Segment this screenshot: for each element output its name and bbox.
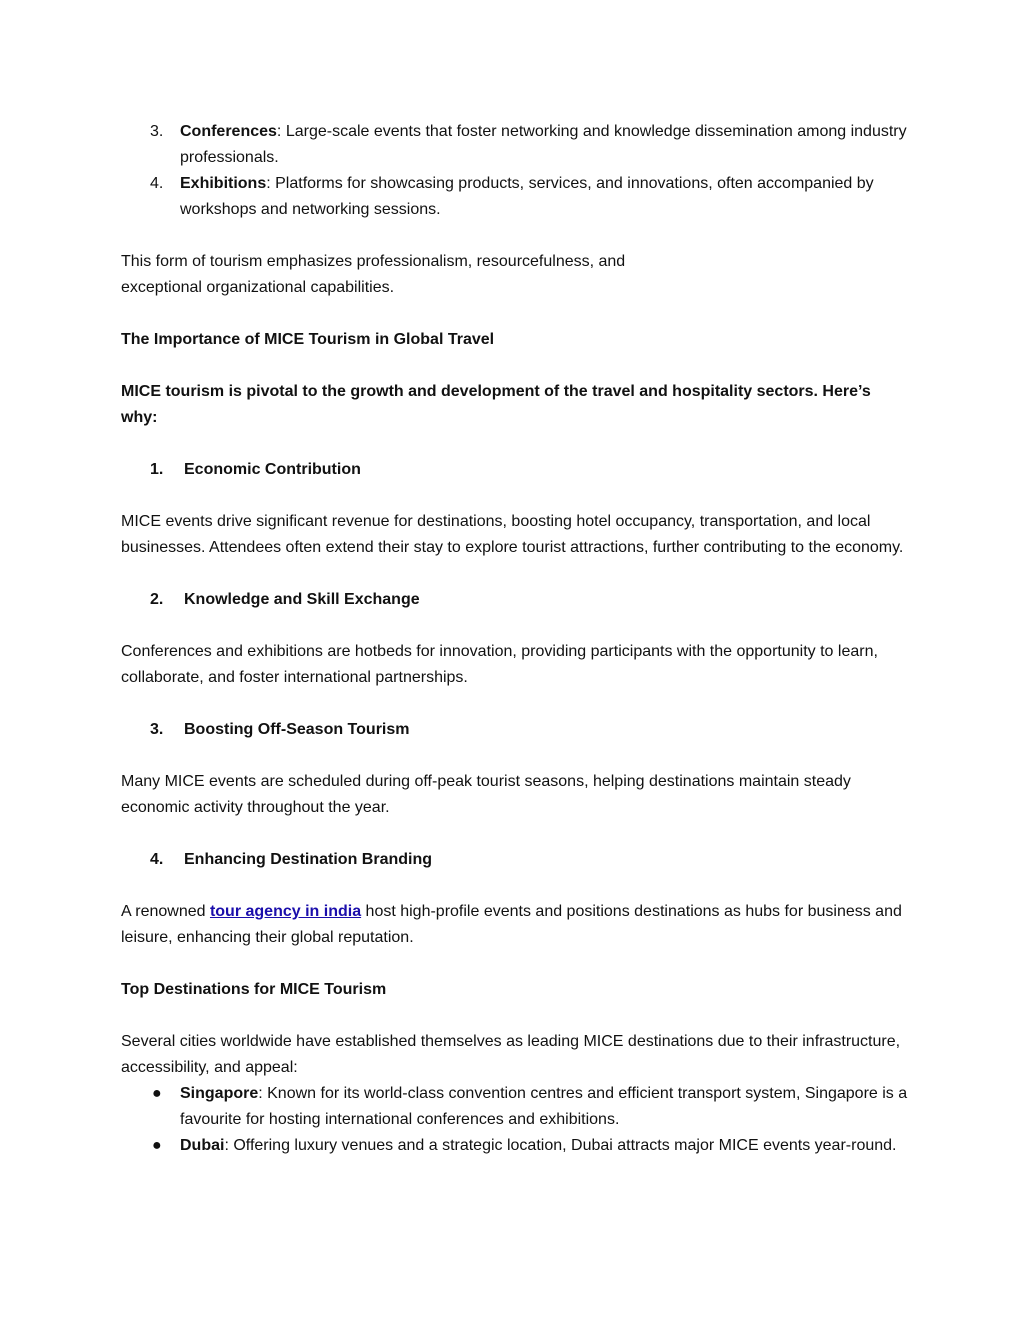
intro-line-1: This form of tourism emphasizes professionalism, resourcefulness, and (121, 253, 626, 270)
list-item-exhibitions (121, 171, 911, 223)
tour-agency-link[interactable]: tour agency in india (209, 903, 362, 920)
section-title: Knowledge and Skill Exchange (184, 591, 420, 608)
list-item-conferences (121, 119, 911, 171)
section-body-knowledge: Conferences and exhibitions are hotbeds for innovation, providing participants with the opportunity to learn, collaborate, and foster international partnerships. (121, 643, 878, 686)
section-title: Boosting Off-Season Tourism (184, 721, 410, 738)
destination-item-dubai (121, 1133, 911, 1159)
destinations-heading (121, 977, 911, 1003)
importance-heading-text: The Importance of MICE Tourism in Global Travel (121, 331, 495, 348)
destination-item-singapore (121, 1081, 911, 1133)
body-suffix: host high-profile events and positions destinations as hubs for business and leisure, enhancing their global reputation. (121, 903, 902, 946)
destinations-heading-text: Top Destinations for MICE Tourism (121, 981, 387, 998)
section-title: Enhancing Destination Branding (184, 851, 433, 868)
importance-lead (121, 379, 911, 431)
list-marker: 4. (150, 175, 164, 192)
destinations-intro: Several cities worldwide have established themselves as leading MICE destinations due to their infrastructure, accessibility, and appeal: (121, 1033, 901, 1076)
list-marker: 3. (150, 123, 164, 140)
importance-lead-text: MICE tourism is pivotal to the growth and development of the travel and hospitality sectors. Here’s why: (121, 383, 871, 426)
bullet-icon: ● (152, 1137, 162, 1154)
destination-term: Dubai (180, 1137, 225, 1154)
section-body-branding (121, 899, 911, 951)
document-body (121, 119, 911, 1159)
section-body-economic: MICE events drive significant revenue for destinations, boosting hotel occupancy, transportation, and local businesses. Attendees often extend their stay to explore tourist attractions, further contributing to the economy. (121, 513, 904, 556)
destination-term: Singapore (180, 1085, 259, 1102)
list-text: : Platforms for showcasing products, services, and innovations, often accompanied by workshops and networking sessions. (180, 175, 874, 218)
section-marker: 4. (150, 851, 164, 868)
intro-paragraph (121, 249, 911, 301)
section-marker: 3. (150, 721, 164, 738)
list-term: Conferences (180, 123, 277, 140)
section-body-offseason: Many MICE events are scheduled during off-peak tourist seasons, helping destinations maintain steady economic activity throughout the year. (121, 773, 851, 816)
section-heading-offseason (121, 717, 911, 743)
section-marker: 2. (150, 591, 164, 608)
bullet-icon: ● (152, 1085, 162, 1102)
list-text: : Large-scale events that foster networking and knowledge dissemination among industry professionals. (180, 123, 907, 166)
importance-heading (121, 327, 911, 353)
body-prefix: A renowned (121, 903, 210, 920)
destination-text: : Known for its world-class convention centres and efficient transport system, Singapore is a favourite for hosting international conferences and exhibitions. (180, 1085, 908, 1128)
intro-line-2: exceptional organizational capabilities. (121, 279, 395, 296)
destination-text: : Offering luxury venues and a strategic location, Dubai attracts major MICE events year-round. (224, 1137, 897, 1154)
section-title: Economic Contribution (184, 461, 361, 478)
section-heading-economic (121, 457, 911, 483)
list-term: Exhibitions (180, 175, 267, 192)
section-heading-knowledge (121, 587, 911, 613)
section-marker: 1. (150, 461, 164, 478)
section-heading-branding (121, 847, 911, 873)
